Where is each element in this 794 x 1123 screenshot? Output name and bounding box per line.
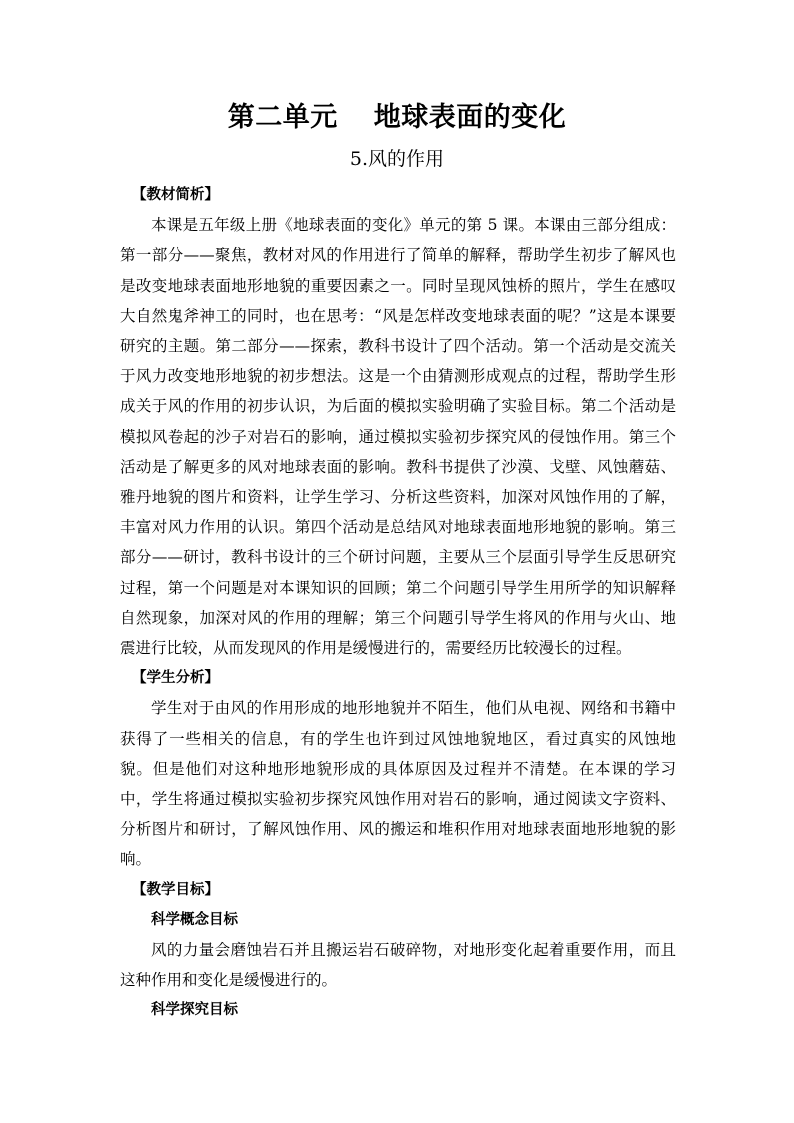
student-analysis-paragraph: 学生对于由风的作用形成的地形地貌并不陌生，他们从电视、网络和书籍中获得了一些相关的信息，有的学生也许到过风蚀地貌地区，看过真实的风蚀地貌。但是他们对这种地形地貌形成的具体原因及过程并不清楚。在本课的学习中，学生将通过模拟实验初步探究风蚀作用对岩石的影响，通过阅读文字资料、分析图片和研讨，了解风蚀作用、风的搬运和堆积作用对地球表面地形地貌的影响。 (120, 699, 676, 869)
page-title (0, 98, 794, 138)
lesson-title: 5.风的作用 (349, 148, 445, 170)
teaching-goals-heading: 【教学目标】 (132, 881, 219, 898)
student-analysis-heading: 【学生分析】 (132, 670, 219, 687)
unit-label: 第二单元 (227, 102, 338, 133)
unit-title: 地球表面的变化 (373, 102, 567, 133)
textbook-analysis-paragraph: 本课是五年级上册《地球表面的变化》单元的第 5 课。本课由三部分组成：第一部分——聚焦，教材对风的作用进行了简单的解释，帮助学生初步了解风也是改变地球表面地形地貌的重要因素之一。同时呈现风蚀桥的照片，学生在感叹大自然鬼斧神工的同时，也在思考：“风是怎样改变地球表面的呢？”这是本课要研究的主题。第二部分——探索，教科书设计了四个活动。第一个活动是交流关于风力改变地形地貌的初步想法。这是一个由猜测形成观点的过程，帮助学生形成关于风的作用的初步认识，为后面的模拟实验明确了实验目标。第二个活动是模拟风卷起的沙子对岩石的影响，通过模拟实验初步探究风的侵蚀作用。第三个活动是了解更多的风对地球表面的影响。教科书提供了沙漠、戈壁、风蚀蘑菇、雅丹地貌的图片和资料，让学生学习、分析这些资料，加深对风蚀作用的了解，丰富对风力作用的认识。第四个活动是总结风对地球表面地形地貌的影响。第三部分——研讨，教科书设计的三个研讨问题，主要从三个层面引导学生反思研究过程，第一个问题是对本课知识的回顾；第二个问题引导学生用所学的知识解释自然现象，加深对风的作用的理解；第三个问题引导学生将风的作用与火山、地震进行比较，从而发现风的作用是缓慢进行的，需要经历比较漫长的过程。 (120, 216, 676, 658)
concept-goal-heading: 科学概念目标 (151, 911, 238, 928)
concept-goal-paragraph: 风的力量会磨蚀岩石并且搬运岩石破碎物，对地形变化起着重要作用，而且这种作用和变化是缓慢进行的。 (120, 941, 676, 990)
inquiry-goal-heading: 科学探究目标 (151, 1002, 238, 1019)
textbook-analysis-heading: 【教材简析】 (132, 187, 219, 203)
document-body (120, 180, 676, 1026)
